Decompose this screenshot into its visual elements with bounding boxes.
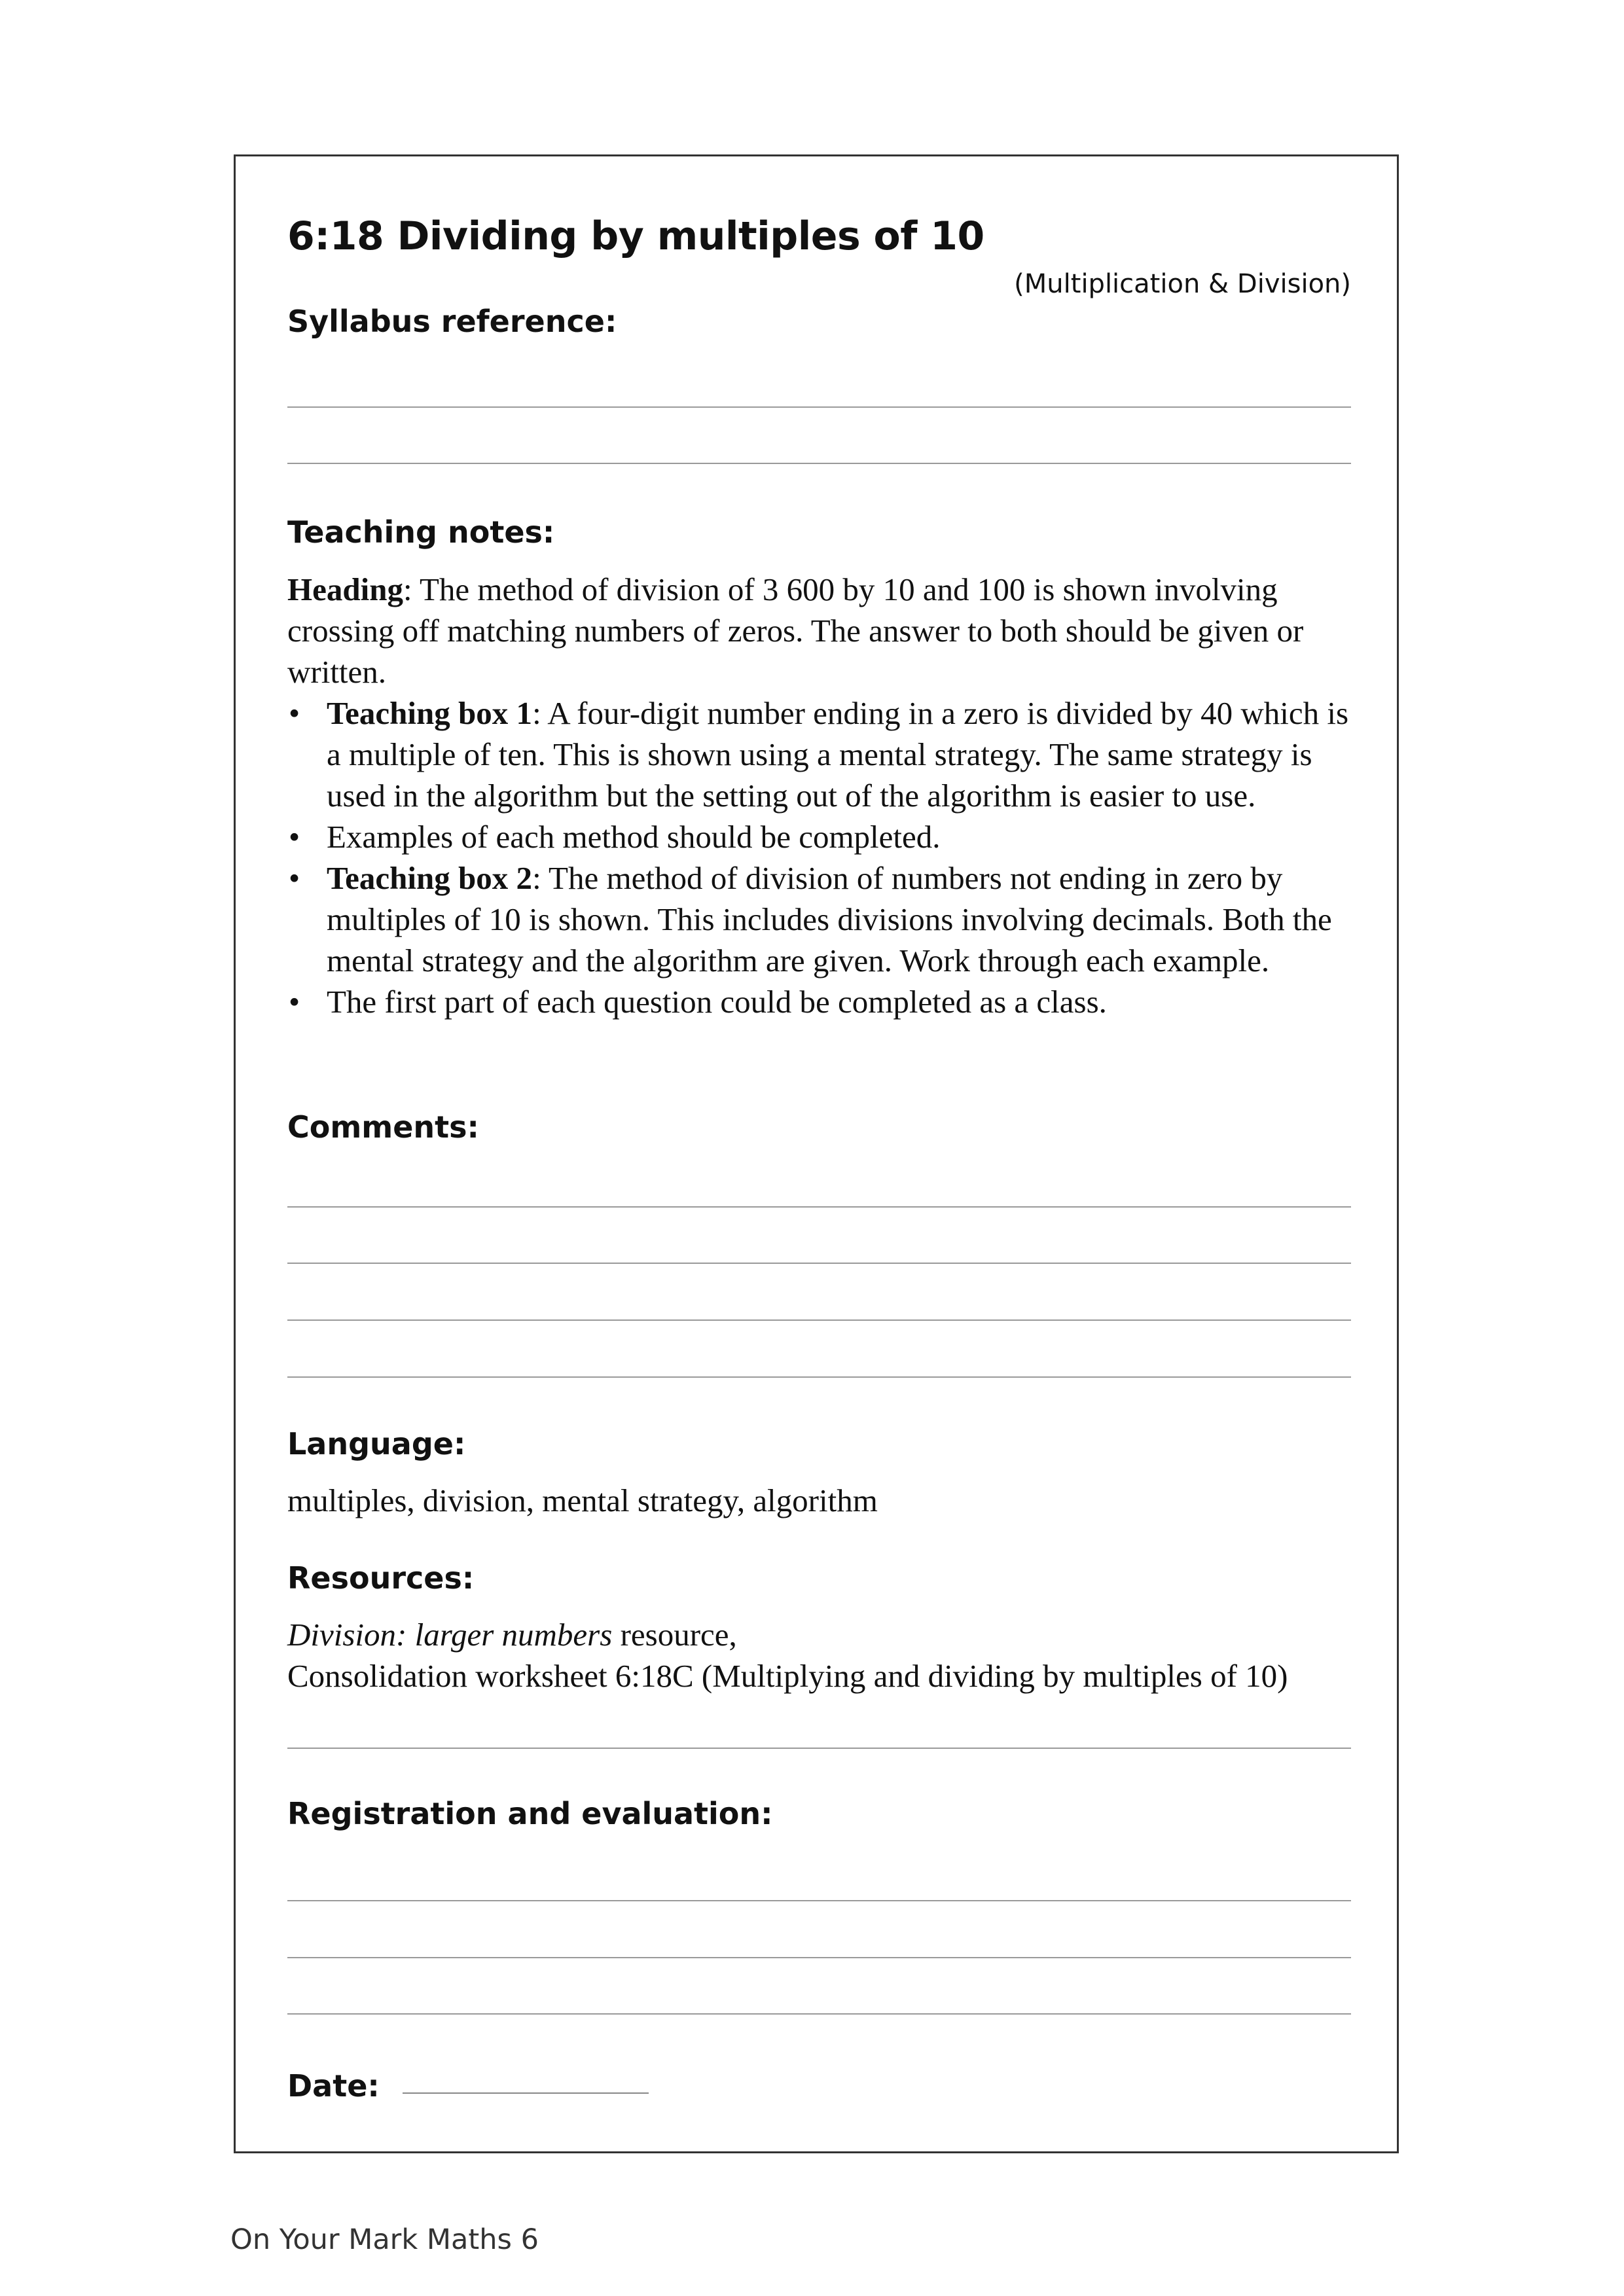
comments-line-4 [287,1376,1351,1378]
strand-label: (Multiplication & Division) [1014,269,1351,299]
item-text: : A four-digit number ending in a zero is divided by 40 which is a multiple of ten. This is shown using a mental strategy. The same strategy is used in the algorithm but the setting out of the algorithm is easier to use. [327,695,1349,814]
resource-suffix: resource, [612,1617,737,1653]
bullet-icon: • [289,819,300,855]
footer-text: On Your Mark Maths 6 [230,2223,539,2256]
intro-text: : The method of division of 3 600 by 10 and 100 is shown involving crossing off matching numbers of zeros. The answer to both should be given or written. [287,571,1304,690]
page-title: 6:18 Dividing by multiples of 10 [287,213,984,259]
comments-line-2 [287,1263,1351,1264]
syllabus-line-2 [287,463,1351,464]
comments-line-3 [287,1319,1351,1321]
list-item [287,981,1361,1022]
list-item [287,857,1361,981]
resources-heading: Resources: [287,1560,475,1596]
item-text: : The method of division of numbers not ending in zero by multiples of 10 is shown. This includes divisions involving decimals. Both the mental strategy and the algorithm are given. Work through each example. [327,860,1332,978]
syllabus-line-1 [287,406,1351,408]
comments-line-1 [287,1206,1351,1208]
registration-line-3 [287,2013,1351,2015]
date-heading: Date: [287,2068,380,2104]
teaching-notes-heading: Teaching notes: [287,514,555,550]
bullet-icon: • [289,860,300,896]
list-item [287,816,1361,857]
item-bold: Teaching box 2 [327,860,533,896]
bullet-icon: • [289,695,300,731]
resources-line-1 [287,1614,1361,1655]
registration-line-2 [287,1957,1351,1958]
syllabus-heading: Syllabus reference: [287,304,617,339]
comments-heading: Comments: [287,1109,479,1145]
item-text: The first part of each question could be completed as a class. [327,984,1107,1020]
teaching-notes-list [287,692,1361,1022]
list-item [287,692,1361,816]
resources-line [287,1748,1351,1749]
resources-line-2: Consolidation worksheet 6:18C (Multiplying and dividing by multiples of 10) [287,1658,1288,1694]
registration-heading: Registration and evaluation: [287,1796,773,1831]
language-heading: Language: [287,1426,466,1462]
resource-title: Division: larger numbers [287,1617,613,1653]
item-text: Examples of each method should be completed. [327,819,941,855]
registration-line-1 [287,1900,1351,1901]
intro-bold: Heading [287,571,403,607]
date-input-line [403,2092,649,2094]
item-bold: Teaching box 1 [327,695,533,731]
worksheet-frame [234,154,1399,2153]
language-text: multiples, division, mental strategy, algorithm [287,1482,878,1518]
bullet-icon: • [289,984,300,1020]
teaching-notes-intro [287,569,1361,692]
